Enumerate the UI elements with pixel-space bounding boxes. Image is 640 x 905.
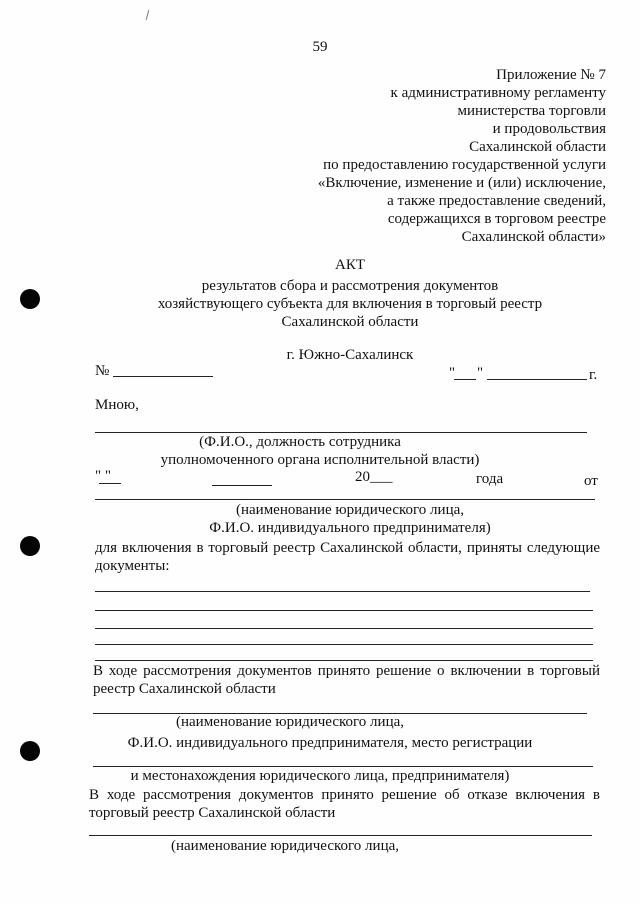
- act-subtitle-line-1: результатов сбора и рассмотрения документов: [201, 278, 499, 294]
- entity-caption-line-1: (наименование юридического лица,: [235, 502, 465, 518]
- scan-speck: [146, 10, 150, 20]
- document-blank-5: [95, 660, 593, 661]
- number-label: №: [95, 363, 110, 379]
- date-day-blank: [454, 379, 476, 380]
- accepted-text-line-2: документы:: [95, 558, 170, 574]
- date-row-from: от: [584, 473, 598, 489]
- date-close-quote: ": [477, 365, 484, 381]
- page-number: 59: [312, 39, 328, 55]
- document-blank-2: [95, 610, 593, 611]
- include-caption-line-1: (наименование юридического лица,: [175, 714, 405, 730]
- city: г. Южно-Сахалинск: [286, 347, 414, 363]
- accepted-text-line-1: для включения в торговый реестр Сахалинской области, приняты следующие: [95, 540, 600, 556]
- fio-caption-line-2: уполномоченного органа исполнительной власти): [160, 452, 480, 468]
- appendix-line-2: к административному регламенту: [390, 85, 606, 101]
- fio-caption-line-1: (Ф.И.О., должность сотрудника: [199, 434, 401, 450]
- decision-refuse-line-2: торговый реестр Сахалинской области: [89, 805, 336, 821]
- date-row-year: 20___: [355, 469, 393, 485]
- act-subtitle-line-3: Сахалинской области: [281, 314, 419, 330]
- appendix-line-6: по предоставлению государственной услуги: [323, 157, 606, 173]
- include-caption-line-2: Ф.И.О. индивидуального предпринимателя, место регистрации: [127, 735, 533, 751]
- date-row-quotes: " ": [95, 468, 111, 484]
- include-caption-line-3: и местонахождения юридического лица, предпринимателя): [130, 768, 510, 784]
- decision-refuse-line-1: В ходе рассмотрения документов принято решение об отказе включения в: [89, 787, 600, 803]
- appendix-line-3: министерства торговли: [457, 103, 606, 119]
- act-subtitle-line-2: хозяйствующего субъекта для включения в торговый реестр: [157, 296, 543, 312]
- document-blank-4: [95, 644, 593, 645]
- entity-name-blank: [95, 499, 595, 500]
- date-open-quote: ": [449, 365, 456, 381]
- entity-caption-line-2: Ф.И.О. индивидуального предпринимателя): [209, 520, 491, 536]
- appendix-line-8: а также предоставление сведений,: [387, 193, 606, 209]
- refuse-entity-blank: [89, 835, 592, 836]
- act-title: АКТ: [335, 257, 365, 273]
- appendix-line-7: «Включение, изменение и (или) исключение,: [317, 175, 606, 191]
- mnoyu-label: Мною,: [95, 397, 139, 413]
- date-month-blank: [487, 379, 587, 380]
- document-blank-1: [95, 591, 590, 592]
- appendix-line-9: содержащихся в торговом реестре: [387, 211, 606, 227]
- decision-include-line-1: В ходе рассмотрения документов принято решение о включении в торговый: [93, 663, 600, 679]
- document-blank-3: [95, 628, 593, 629]
- number-blank: [113, 376, 213, 377]
- refuse-caption-line-1: (наименование юридического лица,: [170, 838, 400, 854]
- decision-include-line-2: реестр Сахалинской области: [93, 681, 276, 697]
- date-row-year-word: года: [476, 471, 504, 487]
- appendix-line-10: Сахалинской области»: [461, 229, 606, 245]
- date-row-month-blank: [212, 485, 272, 486]
- appendix-line-1: Приложение № 7: [496, 67, 606, 83]
- appendix-line-4: и продовольствия: [492, 121, 606, 137]
- binder-hole-middle: [20, 536, 40, 556]
- year-suffix: г.: [589, 367, 598, 383]
- date-row-day-blank: [99, 483, 121, 484]
- appendix-header: [286, 66, 606, 246]
- appendix-line-5: Сахалинской области: [469, 139, 606, 155]
